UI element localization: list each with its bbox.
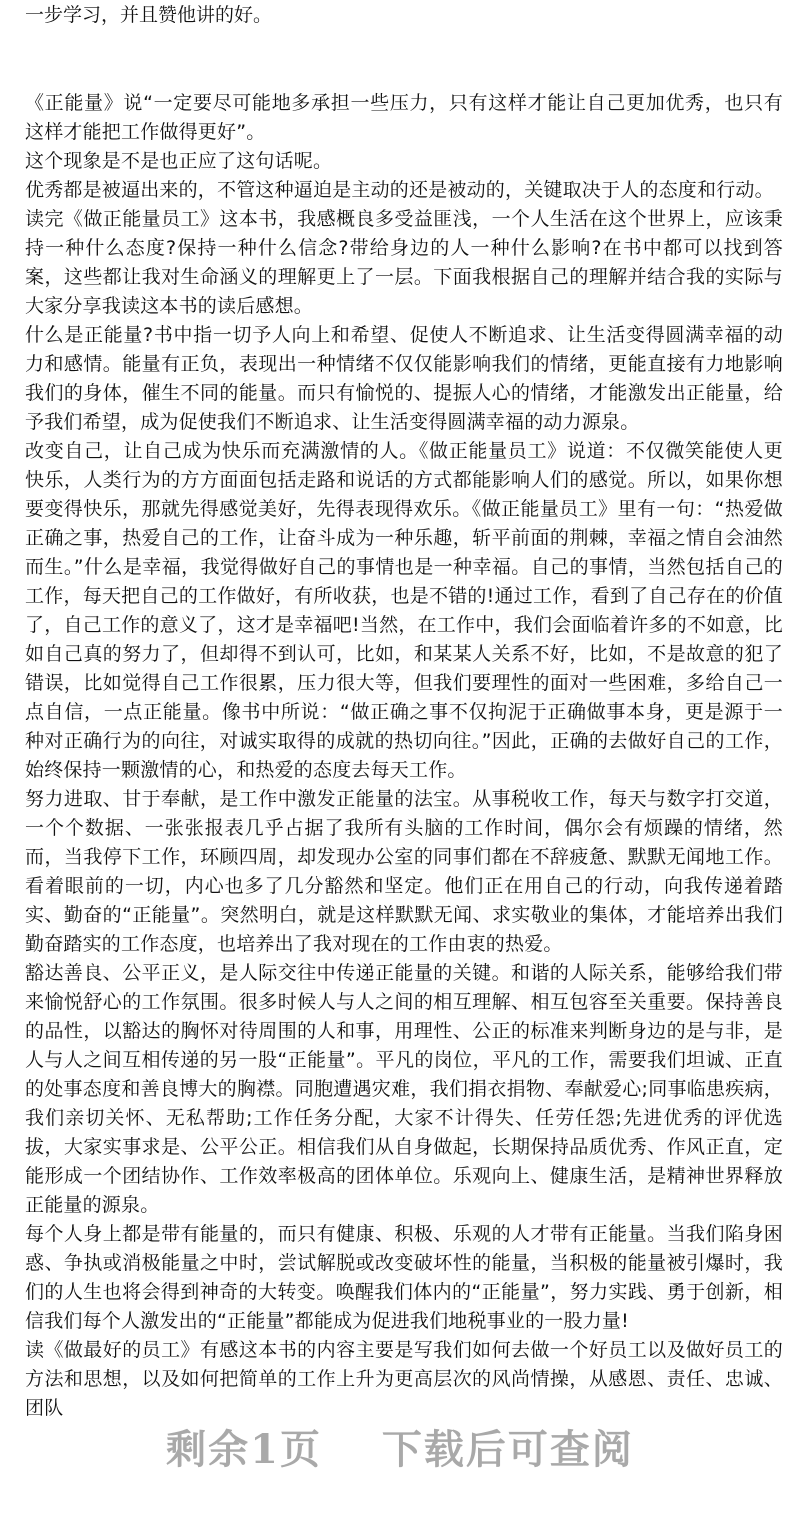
previous-page-fragment xyxy=(25,0,785,30)
download-prompt[interactable] xyxy=(0,1418,800,1475)
paragraph: 努力进取、甘于奉献，是工作中激发正能量的法宝。从事税收工作，每天与数字打交道，一个个数据、一张张报表几乎占据了我所有头脑的工作时间，偶尔会有烦躁的情绪，然而，当我停下工作，环顾四周，却发现办公室的同事们都在不辞疲惫、默默无闻地工作。看着眼前的一切，内心也多了几分豁然和坚定。他们正在用自己的行动，向我传递着踏实、勤奋的“正能量”。突然明白，就是这样默默无闻、求实敬业的集体，才能培养出我们勤奋踏实的工作态度，也培养出了我对现在的工作由衷的热爱。 xyxy=(25,788,783,955)
paragraph: 每个人身上都是带有能量的，而只有健康、积极、乐观的人才带有正能量。当我们陷身困惑、争执或消极能量之中时，尝试解脱或改变破坏性的能量，当积极的能量被引爆时，我们的人生也将会得到神奇的大转变。唤醒我们体内的“正能量”，努力实践、勇于创新，相信我们每个人激发出的“正能量”都能成为促进我们地税事业的一股力量! xyxy=(25,1223,783,1332)
remaining-pages-label: 剩余1页 xyxy=(166,1426,322,1473)
paragraph: 优秀都是被逼出来的，不管这种逼迫是主动的还是被动的，关键取决于人的态度和行动。 xyxy=(25,179,774,201)
paragraph: 豁达善良、公平正义，是人际交往中传递正能量的关键。和谐的人际关系，能够给我们带来愉悦舒心的工作氛围。很多时候人与人之间的相互理解、相互包容至关重要。保持善良的品性，以豁达的胸怀对待周围的人和事，用理性、公正的标准来判断身边的是与非，是人与人之间互相传递的另一股“正能量”。平凡的岗位，平凡的工作，需要我们坦诚、正直的处事态度和善良博大的胸襟。同胞遭遇灾难，我们捐衣捐物、奉献爱心;同事临患疾病，我们亲切关怀、无私帮助;工作任务分配，大家不计得失、任劳任怨;先进优秀的评优选拔，大家实事求是、公平公正。相信我们从自身做起，长期保持品质优秀、作风正直，定能形成一个团结协作、工作效率极高的团体单位。乐观向上、健康生活，是精神世界释放正能量的源泉。 xyxy=(25,962,783,1216)
paragraph: 读《做最好的员工》有感这本书的内容主要是写我们如何去做一个好员工以及做好员工的方法和思想，以及如何把简单的工作上升为更高层次的风尚情操，从感恩、责任、忠诚、团队 xyxy=(25,1339,783,1419)
paragraph: 《正能量》说“一定要尽可能地多承担一些压力，只有这样才能让自己更加优秀，也只有这样才能把工作做得更好”。 xyxy=(25,92,783,143)
download-to-view-label[interactable]: 下载后可查阅 xyxy=(381,1426,634,1473)
paragraph: 什么是正能量?书中指一切予人向上和希望、促使人不断追求、让生活变得圆满幸福的动力和感情。能量有正负，表现出一种情绪不仅仅能影响我们的情绪，更能直接有力地影响我们的身体，催生不同的能量。而只有愉悦的、提振人心的情绪，才能激发出正能量，给予我们希望，成为促使我们不断追求、让生活变得圆满幸福的动力源泉。 xyxy=(25,324,783,433)
paragraph-tail: 一步学习，并且赞他讲的好。 xyxy=(25,4,273,26)
paragraph: 这个现象是不是也正应了这句话呢。 xyxy=(25,150,333,172)
paragraph: 改变自己，让自己成为快乐而充满激情的人。《做正能量员工》说道：不仅微笑能使人更快乐，人类行为的方方面面包括走路和说话的方式都能影响人们的感觉。所以，如果你想要变得快乐，那就先得感觉美好，先得表现得欢乐。《做正能量员工》里有一句：“热爱做正确之事，热爱自己的工作，让奋斗成为一种乐趣，斩平前面的荆棘，幸福之情自会油然而生。”什么是幸福，我觉得做好自己的事情也是一种幸福。自己的事情，当然包括自己的工作，每天把自己的工作做好，有所收获，也是不错的!通过工作，看到了自己存在的价值了，自己工作的意义了，这才是幸福吧!当然，在工作中，我们会面临着许多的不如意，比如自己真的努力了，但却得不到认可，比如，和某某人关系不好，比如，不是故意的犯了错误，比如觉得自己工作很累，压力很大等，但我们要理性的面对一些困难，多给自己一点自信，一点正能量。像书中所说：“做正确之事不仅拘泥于正确做事本身，更是源于一种对正确行为的向往，对诚实取得的成就的热切向往。”因此，正确的去做好自己的工作，始终保持一颗激情的心，和热爱的态度去每天工作。 xyxy=(25,440,783,781)
paragraph: 读完《做正能量员工》这本书，我感概良多受益匪浅，一个人生活在这个世界上，应该秉持一种什么态度?保持一种什么信念?带给身边的人一种什么影响?在书中都可以找到答案，这些都让我对生命涵义的理解更上了一层。下面我根据自己的理解并结合我的实际与大家分享我读这本书的读后感想。 xyxy=(25,208,783,317)
document-body xyxy=(25,89,783,1423)
